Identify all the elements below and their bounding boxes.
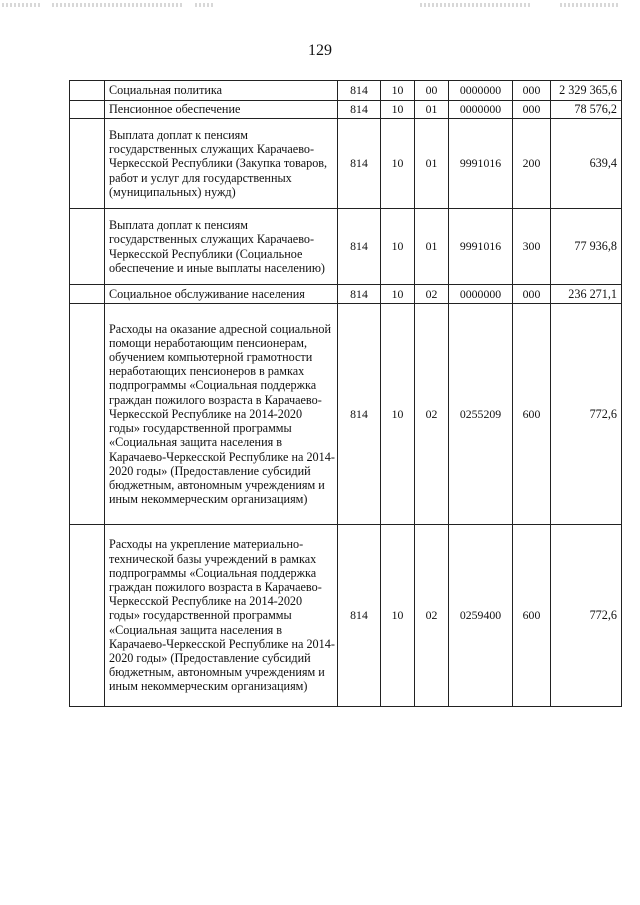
cell-name: Расходы на укрепление материально-технической базы учреждений в рамках подпрограммы «Социальная поддержка граждан пожилого возраста в Карачаево-Черкесской Республике на 2014-2020 годы» государственной программы «Социальная защита населения в Карачаево-Черкесской Республике на 2014-2020 годы» (Предоставление субсидий бюджетным, автономным учреждениям и иным некоммерческим организациям): [105, 525, 338, 707]
row-blank-cell: [70, 285, 105, 304]
cell-amount: 772,6: [551, 304, 622, 525]
cell-target: 0000000: [449, 285, 513, 304]
cell-section: 10: [381, 81, 415, 101]
cell-section: 10: [381, 525, 415, 707]
scan-artifact-strip: [0, 0, 640, 14]
cell-expense: 200: [513, 119, 551, 209]
cell-target: 9991016: [449, 119, 513, 209]
cell-name: Выплата доплат к пенсиям государственных служащих Карачаево-Черкесской Республики (Социальное обеспечение и иные выплаты населению): [105, 209, 338, 285]
table-row: [70, 101, 622, 119]
scan-noise-mark: [52, 3, 182, 7]
page-number: 129: [308, 42, 332, 59]
row-blank-cell: [70, 101, 105, 119]
cell-section: 10: [381, 304, 415, 525]
cell-expense: 000: [513, 81, 551, 101]
cell-expense: 300: [513, 209, 551, 285]
cell-ministry: 814: [338, 285, 381, 304]
cell-name: Социальное обслуживание населения: [105, 285, 338, 304]
table-row: [70, 119, 622, 209]
cell-section: 10: [381, 101, 415, 119]
cell-subsection: 01: [415, 101, 449, 119]
cell-expense: 000: [513, 285, 551, 304]
cell-subsection: 01: [415, 119, 449, 209]
table-row: [70, 525, 622, 707]
cell-target: 9991016: [449, 209, 513, 285]
table-row: [70, 304, 622, 525]
cell-target: 0255209: [449, 304, 513, 525]
row-blank-cell: [70, 209, 105, 285]
cell-name: Расходы на оказание адресной социальной помощи неработающим пенсионерам, обучением компьютерной грамотности неработающих пенсионеров в рамках подпрограммы «Социальная поддержка граждан пожилого возраста в Карачаево-Черкесской Республике на 2014-2020 годы» государственной программы «Социальная защита населения в Карачаево-Черкесской Республике на 2014-2020 годы» (Предоставление субсидий бюджетным, автономным учреждениям и иным некоммерческим организациям): [105, 304, 338, 525]
cell-amount: 236 271,1: [551, 285, 622, 304]
row-blank-cell: [70, 81, 105, 101]
cell-subsection: 02: [415, 525, 449, 707]
cell-subsection: 02: [415, 304, 449, 525]
cell-ministry: 814: [338, 81, 381, 101]
cell-ministry: 814: [338, 209, 381, 285]
cell-target: 0000000: [449, 81, 513, 101]
budget-table: [69, 80, 622, 707]
scan-noise-mark: [420, 3, 530, 7]
cell-amount: 77 936,8: [551, 209, 622, 285]
row-blank-cell: [70, 119, 105, 209]
table-row: [70, 285, 622, 304]
cell-target: 0259400: [449, 525, 513, 707]
cell-subsection: 02: [415, 285, 449, 304]
cell-subsection: 00: [415, 81, 449, 101]
scan-noise-mark: [195, 3, 215, 7]
cell-name: Выплата доплат к пенсиям государственных служащих Карачаево-Черкесской Республики (Закупка товаров, работ и услуг для государственных (муниципальных) нужд): [105, 119, 338, 209]
cell-ministry: 814: [338, 101, 381, 119]
cell-subsection: 01: [415, 209, 449, 285]
cell-name: Социальная политика: [105, 81, 338, 101]
cell-amount: 772,6: [551, 525, 622, 707]
cell-amount: 639,4: [551, 119, 622, 209]
cell-ministry: 814: [338, 525, 381, 707]
scan-noise-mark: [2, 3, 42, 7]
table-row: [70, 209, 622, 285]
cell-expense: 600: [513, 304, 551, 525]
cell-expense: 600: [513, 525, 551, 707]
row-blank-cell: [70, 304, 105, 525]
cell-ministry: 814: [338, 304, 381, 525]
row-blank-cell: [70, 525, 105, 707]
table-row: [70, 81, 622, 101]
cell-section: 10: [381, 285, 415, 304]
cell-section: 10: [381, 209, 415, 285]
cell-amount: 78 576,2: [551, 101, 622, 119]
cell-expense: 000: [513, 101, 551, 119]
cell-ministry: 814: [338, 119, 381, 209]
cell-name: Пенсионное обеспечение: [105, 101, 338, 119]
cell-target: 0000000: [449, 101, 513, 119]
scan-noise-mark: [560, 3, 620, 7]
cell-section: 10: [381, 119, 415, 209]
table-body: [70, 81, 622, 707]
cell-amount: 2 329 365,6: [551, 81, 622, 101]
